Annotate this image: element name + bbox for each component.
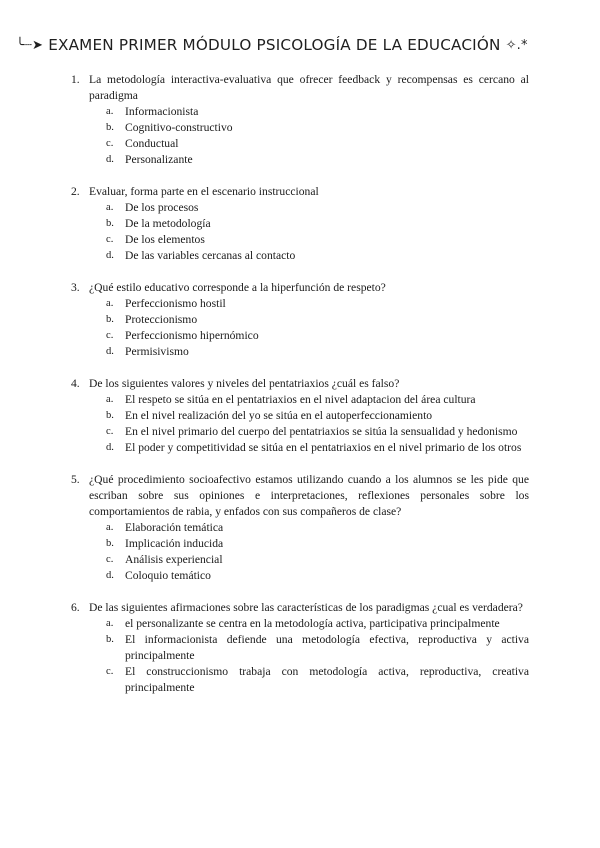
- answer-option: [89, 424, 529, 440]
- answer-option: [89, 408, 529, 424]
- option-letter: b.: [106, 314, 114, 325]
- answer-option: [89, 152, 529, 168]
- question-text: ¿Qué estilo educativo corresponde a la hiperfunción de respeto?: [89, 281, 386, 294]
- option-text: Conductual: [125, 137, 179, 150]
- answer-option: [89, 664, 529, 696]
- answer-options: [89, 104, 529, 168]
- answer-option: [89, 520, 529, 536]
- option-letter: b.: [106, 410, 114, 421]
- option-text: De la metodología: [125, 217, 211, 230]
- answer-options: [89, 616, 529, 696]
- question-6: [71, 600, 529, 696]
- answer-options: [89, 200, 529, 264]
- question-number: 4.: [71, 377, 80, 390]
- arrow-decoration-icon: ╰┈➤: [16, 38, 44, 53]
- option-text: El construccionismo trabaja con metodología activa, reproductiva, creativa principalmente: [125, 665, 529, 694]
- answer-option: [89, 216, 529, 232]
- answer-option: [89, 104, 529, 120]
- option-letter: a.: [106, 618, 114, 629]
- answer-option: [89, 232, 529, 248]
- option-letter: d.: [106, 442, 114, 453]
- question-text: La metodología interactiva-evaluativa que ofrecer feedback y recompensas es cercano al paradigma: [89, 73, 529, 102]
- option-letter: a.: [106, 202, 114, 213]
- answer-option: [89, 568, 529, 584]
- option-text: Análisis experiencial: [125, 553, 223, 566]
- option-letter: c.: [106, 234, 114, 245]
- answer-option: [89, 616, 529, 632]
- option-text: De las variables cercanas al contacto: [125, 249, 296, 262]
- answer-option: [89, 344, 529, 360]
- question-1: [71, 72, 529, 168]
- option-letter: d.: [106, 250, 114, 261]
- option-letter: a.: [106, 394, 114, 405]
- question-number: 2.: [71, 185, 80, 198]
- option-letter: a.: [106, 106, 114, 117]
- option-text: En el nivel primario del cuerpo del pentatriaxios se sitúa la sensualidad y hedonismo: [125, 425, 518, 438]
- question-2: [71, 184, 529, 264]
- answer-option: [89, 328, 529, 344]
- answer-option: [89, 552, 529, 568]
- option-letter: b.: [106, 538, 114, 549]
- option-letter: a.: [106, 298, 114, 309]
- question-number: 5.: [71, 473, 80, 486]
- option-text: El respeto se sitúa en el pentatriaxios en el nivel adaptacion del área cultura: [125, 393, 476, 406]
- question-5: [71, 472, 529, 584]
- exam-header: [16, 36, 590, 54]
- answer-option: [89, 392, 529, 408]
- option-text: Permisivismo: [125, 345, 189, 358]
- option-letter: b.: [106, 122, 114, 133]
- question-number: 3.: [71, 281, 80, 294]
- option-text: el personalizante se centra en la metodología activa, participativa principalmente: [125, 617, 500, 630]
- option-text: Perfeccionismo hipernómico: [125, 329, 259, 342]
- question-4: [71, 376, 529, 456]
- answer-option: [89, 200, 529, 216]
- answer-option: [89, 632, 529, 664]
- option-text: Elaboración temática: [125, 521, 224, 534]
- option-letter: b.: [106, 218, 114, 229]
- answer-options: [89, 392, 529, 456]
- question-text: ¿Qué procedimiento socioafectivo estamos utilizando cuando a los alumnos se les pide que escriban sobre sus opiniones e interpretaciones, reflexiones personales sobre los comportamientos de rabia, y enfados con sus compañeros de clase?: [89, 473, 529, 518]
- answer-option: [89, 120, 529, 136]
- answer-option: [89, 536, 529, 552]
- question-text: De los siguientes valores y niveles del pentatriaxios ¿cuál es falso?: [89, 377, 400, 390]
- option-text: Cognitivo-constructivo: [125, 121, 233, 134]
- option-letter: c.: [106, 330, 114, 341]
- answer-option: [89, 248, 529, 264]
- option-letter: d.: [106, 346, 114, 357]
- option-letter: d.: [106, 154, 114, 165]
- option-letter: d.: [106, 570, 114, 581]
- option-text: De los elementos: [125, 233, 205, 246]
- option-text: Implicación inducida: [125, 537, 224, 550]
- option-text: De los procesos: [125, 201, 199, 214]
- question-text: Evaluar, forma parte en el escenario instruccional: [89, 185, 319, 198]
- exam-title: EXAMEN PRIMER MÓDULO PSICOLOGÍA DE LA EDUCACIÓN: [48, 36, 501, 54]
- answer-option: [89, 296, 529, 312]
- answer-option: [89, 312, 529, 328]
- option-letter: c.: [106, 426, 114, 437]
- option-text: Perfeccionismo hostil: [125, 297, 226, 310]
- option-text: Coloquio temático: [125, 569, 211, 582]
- answer-option: [89, 440, 529, 456]
- option-text: El informacionista defiende una metodología efectiva, reproductiva y activa principalmente: [125, 633, 529, 662]
- answer-options: [89, 520, 529, 584]
- option-letter: a.: [106, 522, 114, 533]
- option-text: En el nivel realización del yo se sitúa en el autoperfeccionamiento: [125, 409, 433, 422]
- question-number: 1.: [71, 73, 80, 86]
- answer-options: [89, 296, 529, 360]
- option-text: Proteccionismo: [125, 313, 198, 326]
- option-letter: c.: [106, 138, 114, 149]
- option-letter: c.: [106, 554, 114, 565]
- question-list: [71, 72, 529, 712]
- option-text: Informacionista: [125, 105, 199, 118]
- option-text: Personalizante: [125, 153, 193, 166]
- answer-option: [89, 136, 529, 152]
- option-letter: b.: [106, 634, 114, 645]
- question-3: [71, 280, 529, 360]
- sparkle-decoration-icon: ✧.*: [505, 38, 528, 53]
- question-number: 6.: [71, 601, 80, 614]
- option-text: El poder y competitividad se sitúa en el pentatriaxios en el nivel primario de los otros: [125, 441, 522, 454]
- option-letter: c.: [106, 666, 114, 677]
- question-text: De las siguientes afirmaciones sobre las características de los paradigmas ¿cual es verdadera?: [89, 601, 523, 614]
